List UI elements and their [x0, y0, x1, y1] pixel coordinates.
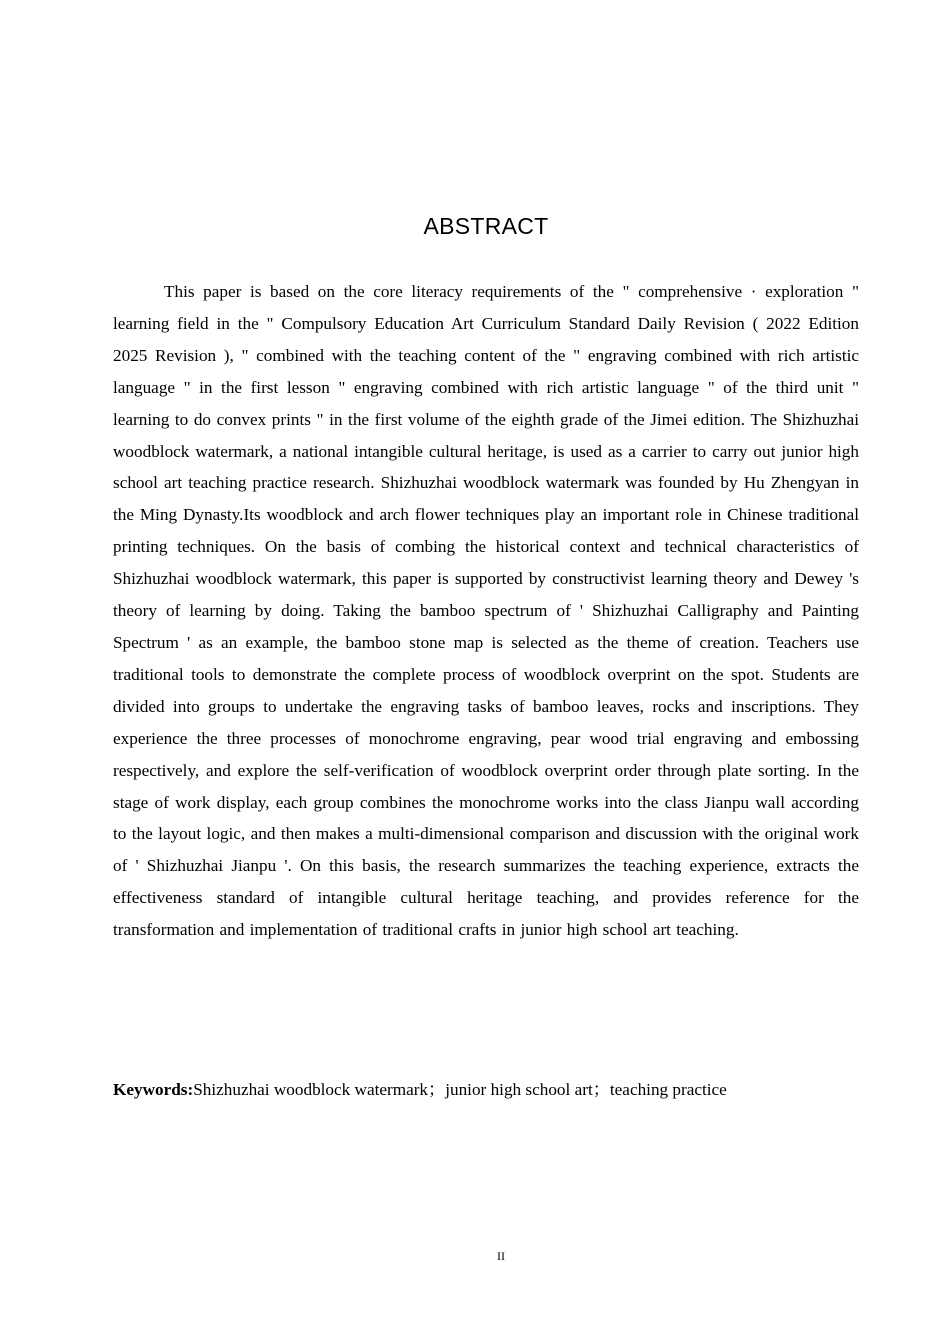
keywords-line: [113, 1074, 873, 1106]
keywords-label: Keywords:: [113, 1080, 194, 1099]
abstract-body: This paper is based on the core literacy requirements of the " comprehensive · exploration " learning field in the " Compulsory Education Art Curriculum Standard Daily Revision ( 2022 Edition 2025 Revision ), " combined with the teaching content of the " engraving combined with rich artistic language " in the first lesson " engraving combined with rich artistic language " of the third unit " learning to do convex prints " in the first volume of the eighth grade of the Jimei edition. The Shizhuzhai woodblock watermark, a national intangible cultural heritage, is used as a carrier to carry out junior high school art teaching practice research. Shizhuzhai woodblock watermark was founded by Hu Zhengyan in the Ming Dynasty.Its woodblock and arch flower techniques play an important role in Chinese traditional printing techniques. On the basis of combing the historical context and technical characteristics of Shizhuzhai woodblock watermark, this paper is supported by constructivist learning theory and Dewey 's theory of learning by doing. Taking the bamboo spectrum of ' Shizhuzhai Calligraphy and Painting Spectrum ' as an example, the bamboo stone map is selected as the theme of creation. Teachers use traditional tools to demonstrate the complete process of woodblock overprint on the spot. Students are divided into groups to undertake the engraving tasks of bamboo leaves, rocks and inscriptions. They experience the three processes of monochrome engraving, pear wood trial engraving and embossing respectively, and explore the self-verification of woodblock overprint order through plate sorting. In the stage of work display, each group combines the monochrome works into the class Jianpu wall according to the layout logic, and then makes a multi-dimensional comparison and discussion with the original work of ' Shizhuzhai Jianpu '. On this basis, the research summarizes the teaching experience, extracts the effectiveness standard of intangible cultural heritage teaching, and provides reference for the transformation and implementation of traditional crafts in junior high school art teaching.: [113, 282, 859, 940]
page-number: II: [497, 1249, 505, 1263]
abstract-heading: ABSTRACT: [423, 213, 549, 239]
keywords-text: Shizhuzhai woodblock watermark；junior high school art；teaching practice: [193, 1080, 727, 1099]
